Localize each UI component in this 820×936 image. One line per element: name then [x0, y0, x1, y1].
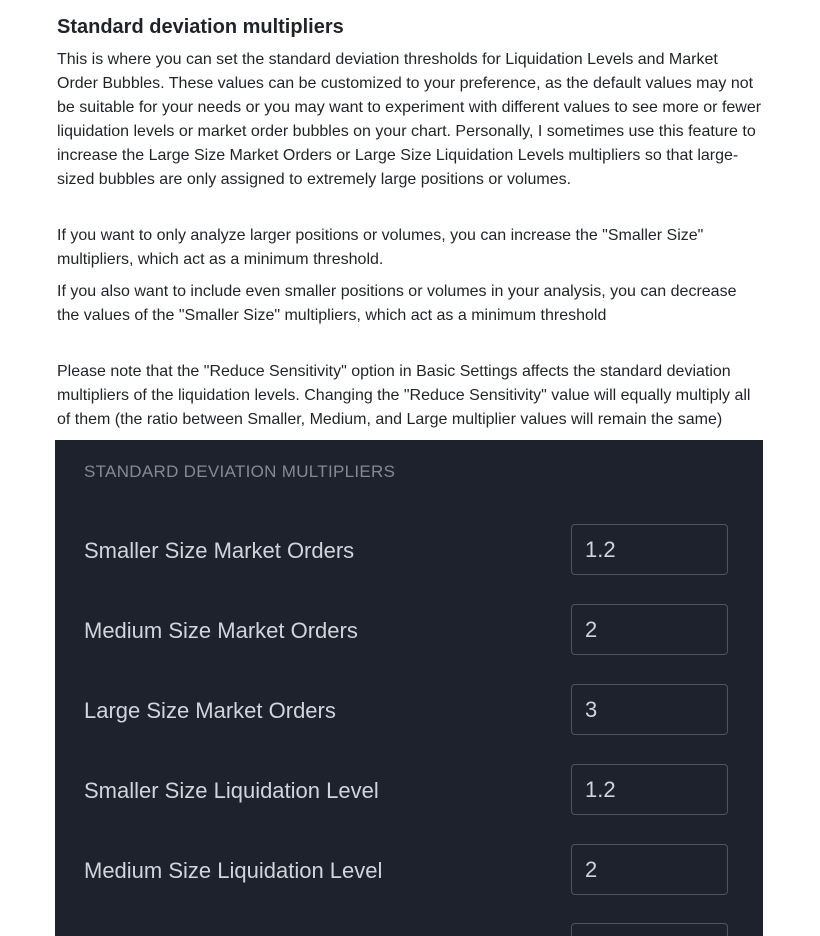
medium-size-market-orders-label: Medium Size Market Orders [84, 618, 358, 643]
settings-panel-screenshot [55, 440, 763, 936]
article-heading: Standard deviation multipliers [57, 16, 344, 38]
smaller-size-market-orders-label: Smaller Size Market Orders [84, 538, 355, 563]
large-size-market-orders-input[interactable] [571, 684, 728, 735]
settings-section-title: STANDARD DEVIATION MULTIPLIERS [84, 462, 396, 481]
article-paragraph: If you also want to include even smaller positions or volumes in your analysis, you can decrease the values of the "Smaller Size" multipliers, which act as a minimum threshold [57, 283, 737, 324]
smaller-size-liquidation-level-input[interactable] [571, 764, 728, 815]
article-paragraph: Please note that the "Reduce Sensitivity" option in Basic Settings affects the standard deviation multipliers of the liquidation levels. Changing the "Reduce Sensitivity" value will equally multiply all of them (the ratio between Smaller, Medium, and Large multiplier values will remain the same) [57, 363, 751, 428]
medium-size-market-orders-input[interactable] [571, 604, 728, 655]
smaller-size-market-orders-input[interactable] [571, 524, 728, 575]
article-paragraph: This is where you can set the standard deviation thresholds for Liquidation Levels and Market Order Bubbles. These values can be customized to your preference, as the default values may not be suitable for your needs or you may want to experiment with different values to see more or fewer liquidation levels or market order bubbles on your chart. Personally, I sometimes use this feature to increase the Large Size Market Orders or Large Size Liquidation Levels multipliers so that large-sized bubbles are only assigned to extremely large positions or volumes. [57, 51, 762, 188]
medium-size-liquidation-level-input[interactable] [571, 844, 728, 895]
large-size-market-orders-label: Large Size Market Orders [84, 698, 336, 723]
large-size-liquidation-level-input[interactable] [571, 923, 728, 936]
smaller-size-liquidation-level-label: Smaller Size Liquidation Level [84, 778, 379, 803]
article-paragraph: If you want to only analyze larger positions or volumes, you can increase the "Smaller Size" multipliers, which act as a minimum threshold. [57, 227, 704, 268]
medium-size-liquidation-level-label: Medium Size Liquidation Level [84, 858, 383, 883]
